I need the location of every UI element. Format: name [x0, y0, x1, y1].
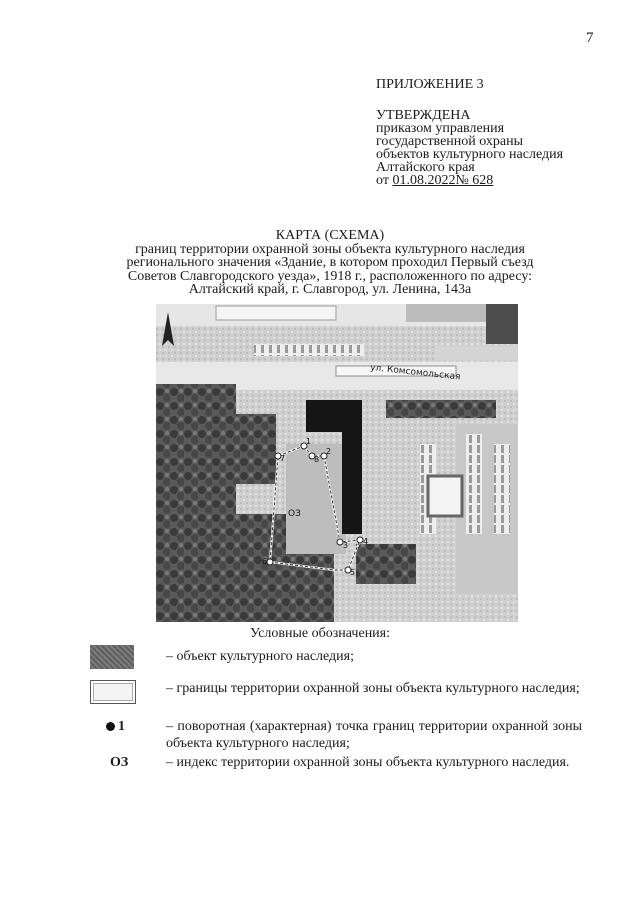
legend-title: Условные обозначения: — [249, 626, 391, 641]
approval-line-4: Алтайского края — [376, 160, 475, 175]
approval-line-2: государственной охраны — [376, 134, 524, 149]
zone-border-swatch — [90, 680, 136, 704]
title-heading: КАРТА (СХЕМА) — [275, 228, 385, 243]
legend-item-object — [90, 645, 590, 671]
title-line-1: границ территории охранной зоны объекта культурного наследия — [135, 241, 525, 257]
point-dot-icon — [106, 722, 115, 731]
point-symbol: 1 — [90, 718, 160, 735]
point-label: 4 — [363, 537, 369, 546]
approval-line-3: объектов культурного наследия — [376, 147, 564, 162]
legend-text: – поворотная (характерная) точка границ территории охранной зоны объекта культурного наследия; — [166, 719, 582, 751]
legend-text: – границы территории охранной зоны объекта культурного наследия; — [166, 681, 580, 696]
order-number: 628 — [472, 173, 494, 188]
heritage-object-swatch — [90, 645, 134, 669]
approved-label: УТВЕРЖДЕНА — [376, 108, 471, 123]
legend-item-index — [90, 754, 590, 790]
order-date: 01.08.2022 — [392, 173, 456, 188]
title-line-4: Алтайский край, г. Славгород, ул. Ленина, 143а — [188, 282, 472, 297]
approval-date-line — [376, 174, 563, 187]
title-line-3: Советов Славгородского уезда», 1918 г., расположенного по адресу: — [127, 268, 533, 284]
order-number-sign: № — [455, 173, 469, 188]
approval-line-1: приказом управления — [376, 121, 505, 136]
point-label: 1 — [306, 437, 312, 446]
date-prefix: от — [376, 173, 389, 188]
legend-text: – объект культурного наследия; — [166, 649, 354, 664]
zone-index-label: ОЗ — [288, 509, 301, 519]
title-line-2: регионального значения «Здание, в котором проходил Первый съезд — [126, 255, 534, 270]
legend-text: – индекс территории охранной зоны объекта культурного наследия. — [166, 755, 570, 770]
point-label: 3 — [343, 541, 349, 550]
document-title — [90, 229, 570, 297]
legend-item-border — [90, 680, 590, 716]
approval-block — [376, 78, 563, 187]
page-number: 7 — [586, 30, 594, 46]
index-symbol: ОЗ — [110, 755, 129, 770]
point-label: 5 — [350, 568, 356, 577]
point-label: 2 — [326, 447, 332, 456]
street-label: ул. Комсомольская — [369, 363, 461, 383]
point-label: 8 — [314, 455, 320, 464]
point-label: 6 — [262, 557, 268, 566]
boundary-point — [267, 559, 273, 565]
legend-item-point — [90, 718, 590, 754]
appendix-label: ПРИЛОЖЕНИЕ 3 — [376, 77, 484, 92]
aerial-map — [156, 304, 518, 622]
point-label: 7 — [280, 454, 286, 463]
